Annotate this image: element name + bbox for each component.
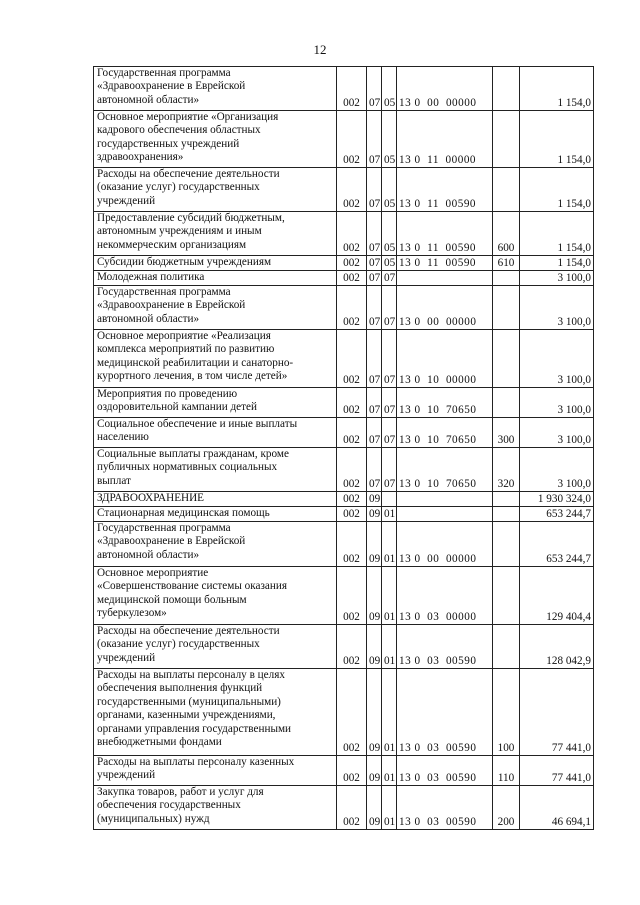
amount-cell: 1 154,0 [520, 111, 594, 168]
row-name-line: публичных нормативных социальных [97, 461, 278, 474]
table-row [94, 330, 594, 388]
target-article-cell: 13 0 11 00590 [397, 256, 493, 271]
row-name-line: Расходы на обеспечение деятельности [97, 625, 280, 637]
target-article-cell: 13 0 11 00590 [397, 168, 493, 212]
expense-type-cell: 300 [493, 418, 520, 448]
target-article-cell: 13 0 11 00590 [397, 212, 493, 256]
subsection-code-cell: 07 [382, 388, 397, 418]
section-code-cell: 09 [367, 492, 382, 507]
row-name-line: органами, казенными учреждениями, [97, 709, 276, 722]
row-name-line: комплекса мероприятий по развитию [97, 343, 275, 356]
row-name-line: Молодежная политика [97, 271, 205, 283]
expense-type-cell [493, 492, 520, 507]
row-name-line: (оказание услуг) государственных [97, 638, 260, 651]
subsection-code-cell: 07 [382, 271, 397, 286]
row-name-cell [94, 111, 337, 168]
table-row [94, 168, 594, 212]
target-article-cell: 13 0 03 00590 [397, 625, 493, 669]
row-name-cell [94, 448, 337, 492]
table-row [94, 625, 594, 669]
row-name-line: Основное мероприятие [97, 567, 209, 579]
row-name-line: Расходы на выплаты персоналу в целях [97, 669, 285, 681]
grbs-code-cell: 002 [337, 567, 367, 625]
section-code-cell: 07 [367, 111, 382, 168]
table-row [94, 756, 594, 786]
amount-cell: 3 100,0 [520, 388, 594, 418]
target-article-cell [397, 507, 493, 522]
row-name-cell [94, 567, 337, 625]
row-name-line: ЗДРАВООХРАНЕНИЕ [97, 492, 205, 504]
row-name-line: учреждений [97, 194, 156, 207]
row-name-line: Основное мероприятие «Организация [97, 111, 279, 123]
row-name-line: выплат [97, 474, 131, 487]
subsection-code-cell: 01 [382, 625, 397, 669]
row-name-cell [94, 286, 337, 330]
target-article-cell: 13 0 00 00000 [397, 522, 493, 567]
grbs-code-cell: 002 [337, 168, 367, 212]
target-article-cell [397, 271, 493, 286]
expense-type-cell [493, 286, 520, 330]
row-name-line: внебюджетными фондами [97, 736, 222, 749]
section-code-cell: 07 [367, 286, 382, 330]
section-code-cell: 07 [367, 418, 382, 448]
row-name-line: учреждений [97, 651, 156, 664]
section-code-cell: 07 [367, 67, 382, 111]
row-name-line: Социальное обеспечение и иные выплаты [97, 418, 298, 430]
row-name-line: «Совершенствование системы оказания [97, 580, 287, 593]
subsection-code-cell: 05 [382, 67, 397, 111]
row-name-cell [94, 669, 337, 756]
table-row [94, 567, 594, 625]
row-name-line: «Здравоохранение в Еврейской [97, 535, 246, 548]
row-name-cell [94, 67, 337, 111]
row-name-line: автономной области» [97, 93, 200, 106]
section-code-cell: 07 [367, 256, 382, 271]
row-name-line: кадрового обеспечения областных [97, 124, 261, 137]
section-code-cell: 09 [367, 756, 382, 786]
row-name-cell [94, 168, 337, 212]
expense-type-cell: 110 [493, 756, 520, 786]
subsection-code-cell: 01 [382, 786, 397, 830]
subsection-code-cell [382, 492, 397, 507]
row-name-line: государственными (муниципальными) [97, 695, 281, 708]
grbs-code-cell: 002 [337, 111, 367, 168]
section-code-cell: 07 [367, 448, 382, 492]
subsection-code-cell: 05 [382, 256, 397, 271]
amount-cell: 1 154,0 [520, 212, 594, 256]
expense-type-cell [493, 522, 520, 567]
grbs-code-cell: 002 [337, 492, 367, 507]
row-name-line: курортного лечения, в том числе детей» [97, 370, 288, 383]
row-name-line: Закупка товаров, работ и услуг для [97, 786, 264, 798]
grbs-code-cell: 002 [337, 388, 367, 418]
subsection-code-cell: 07 [382, 286, 397, 330]
row-name-line: «Здравоохранение в Еврейской [97, 299, 246, 312]
row-name-cell [94, 507, 337, 522]
grbs-code-cell: 002 [337, 522, 367, 567]
table-row [94, 67, 594, 111]
amount-cell: 1 930 324,0 [520, 492, 594, 507]
row-name-line: (оказание услуг) государственных [97, 181, 260, 194]
subsection-code-cell: 01 [382, 669, 397, 756]
table-row [94, 286, 594, 330]
target-article-cell: 13 0 03 00000 [397, 567, 493, 625]
row-name-line: Расходы на выплаты персоналу казенных [97, 756, 295, 768]
page-number: 12 [313, 42, 327, 57]
row-name-line: Мероприятия по проведению [97, 388, 238, 400]
target-article-cell: 13 0 00 00000 [397, 286, 493, 330]
table-row [94, 418, 594, 448]
target-article-cell: 13 0 03 00590 [397, 756, 493, 786]
amount-cell: 3 100,0 [520, 286, 594, 330]
amount-cell: 3 100,0 [520, 418, 594, 448]
table-row [94, 212, 594, 256]
grbs-code-cell: 002 [337, 625, 367, 669]
row-name-line: автономной области» [97, 312, 200, 325]
row-name-cell [94, 625, 337, 669]
table-row [94, 492, 594, 507]
table-row [94, 522, 594, 567]
row-name-cell [94, 786, 337, 830]
row-name-cell [94, 256, 337, 271]
row-name-cell [94, 330, 337, 388]
row-name-line: некоммерческим организациям [97, 238, 247, 251]
budget-table [93, 66, 594, 830]
row-name-line: медицинской реабилитации и санаторно- [97, 356, 294, 369]
amount-cell: 128 042,9 [520, 625, 594, 669]
target-article-cell: 13 0 11 00000 [397, 111, 493, 168]
expense-type-cell [493, 330, 520, 388]
amount-cell: 77 441,0 [520, 669, 594, 756]
subsection-code-cell: 01 [382, 522, 397, 567]
subsection-code-cell: 01 [382, 507, 397, 522]
grbs-code-cell: 002 [337, 418, 367, 448]
expense-type-cell [493, 111, 520, 168]
expense-type-cell [493, 67, 520, 111]
expense-type-cell [493, 271, 520, 286]
target-article-cell: 13 0 00 00000 [397, 67, 493, 111]
row-name-line: оздоровительной кампании детей [97, 401, 257, 414]
row-name-line: государственных учреждений [97, 137, 240, 150]
subsection-code-cell: 07 [382, 448, 397, 492]
grbs-code-cell: 002 [337, 669, 367, 756]
target-article-cell: 13 0 03 00590 [397, 786, 493, 830]
table-row [94, 669, 594, 756]
grbs-code-cell: 002 [337, 271, 367, 286]
row-name-line: Расходы на обеспечение деятельности [97, 168, 280, 180]
subsection-code-cell: 01 [382, 756, 397, 786]
row-name-line: Основное мероприятие «Реализация [97, 330, 271, 342]
expense-type-cell [493, 168, 520, 212]
amount-cell: 1 154,0 [520, 67, 594, 111]
section-code-cell: 07 [367, 388, 382, 418]
expense-type-cell: 610 [493, 256, 520, 271]
section-code-cell: 09 [367, 786, 382, 830]
amount-cell: 3 100,0 [520, 271, 594, 286]
row-name-line: автономным учреждениям и иным [97, 225, 262, 238]
target-article-cell: 13 0 10 70650 [397, 418, 493, 448]
expense-type-cell [493, 388, 520, 418]
subsection-code-cell: 07 [382, 330, 397, 388]
amount-cell: 3 100,0 [520, 330, 594, 388]
table-row [94, 448, 594, 492]
row-name-line: обеспечения выполнения функций [97, 682, 263, 695]
target-article-cell: 13 0 10 70650 [397, 388, 493, 418]
subsection-code-cell: 05 [382, 212, 397, 256]
section-code-cell: 07 [367, 271, 382, 286]
row-name-line: здравоохранения» [97, 151, 184, 164]
expense-type-cell [493, 625, 520, 669]
target-article-cell [397, 492, 493, 507]
table-row [94, 786, 594, 830]
row-name-line: Социальные выплаты гражданам, кроме [97, 448, 289, 460]
row-name-line: Стационарная медицинская помощь [97, 507, 270, 519]
section-code-cell: 07 [367, 330, 382, 388]
row-name-line: туберкулезом» [97, 607, 167, 620]
section-code-cell: 09 [367, 522, 382, 567]
expense-type-cell: 100 [493, 669, 520, 756]
row-name-line: медицинской помощи больным [97, 593, 247, 606]
section-code-cell: 07 [367, 168, 382, 212]
grbs-code-cell: 002 [337, 507, 367, 522]
subsection-code-cell: 05 [382, 168, 397, 212]
row-name-cell [94, 418, 337, 448]
subsection-code-cell: 01 [382, 567, 397, 625]
grbs-code-cell: 002 [337, 286, 367, 330]
row-name-line: органами управления государственными [97, 722, 292, 735]
table-row [94, 111, 594, 168]
row-name-line: (муниципальных) нужд [97, 812, 210, 825]
expense-type-cell [493, 567, 520, 625]
row-name-line: Субсидии бюджетным учреждениям [97, 256, 272, 268]
amount-cell: 653 244,7 [520, 522, 594, 567]
table-row [94, 271, 594, 286]
expense-type-cell: 320 [493, 448, 520, 492]
target-article-cell: 13 0 10 70650 [397, 448, 493, 492]
budget-table-body [94, 67, 594, 830]
row-name-cell [94, 271, 337, 286]
grbs-code-cell: 002 [337, 67, 367, 111]
row-name-line: Государственная программа [97, 286, 231, 298]
row-name-cell [94, 756, 337, 786]
section-code-cell: 07 [367, 212, 382, 256]
section-code-cell: 09 [367, 669, 382, 756]
target-article-cell: 13 0 03 00590 [397, 669, 493, 756]
row-name-line: автономной области» [97, 548, 200, 561]
table-row [94, 507, 594, 522]
row-name-line: Государственная программа [97, 522, 231, 534]
amount-cell: 1 154,0 [520, 168, 594, 212]
section-code-cell: 09 [367, 567, 382, 625]
row-name-cell [94, 388, 337, 418]
amount-cell: 653 244,7 [520, 507, 594, 522]
row-name-cell [94, 492, 337, 507]
target-article-cell: 13 0 10 00000 [397, 330, 493, 388]
grbs-code-cell: 002 [337, 212, 367, 256]
grbs-code-cell: 002 [337, 786, 367, 830]
expense-type-cell: 600 [493, 212, 520, 256]
row-name-cell [94, 522, 337, 567]
row-name-line: учреждений [97, 769, 156, 782]
table-row [94, 256, 594, 271]
grbs-code-cell: 002 [337, 756, 367, 786]
row-name-line: Предоставление субсидий бюджетным, [97, 212, 285, 224]
row-name-line: населению [97, 431, 149, 444]
row-name-cell [94, 212, 337, 256]
section-code-cell: 09 [367, 507, 382, 522]
amount-cell: 46 694,1 [520, 786, 594, 830]
grbs-code-cell: 002 [337, 448, 367, 492]
grbs-code-cell: 002 [337, 330, 367, 388]
subsection-code-cell: 05 [382, 111, 397, 168]
section-code-cell: 09 [367, 625, 382, 669]
expense-type-cell: 200 [493, 786, 520, 830]
row-name-line: обеспечения государственных [97, 799, 241, 812]
amount-cell: 3 100,0 [520, 448, 594, 492]
table-row [94, 388, 594, 418]
subsection-code-cell: 07 [382, 418, 397, 448]
row-name-line: Государственная программа [97, 67, 231, 79]
row-name-line: «Здравоохранение в Еврейской [97, 80, 246, 93]
amount-cell: 1 154,0 [520, 256, 594, 271]
amount-cell: 129 404,4 [520, 567, 594, 625]
grbs-code-cell: 002 [337, 256, 367, 271]
amount-cell: 77 441,0 [520, 756, 594, 786]
expense-type-cell [493, 507, 520, 522]
